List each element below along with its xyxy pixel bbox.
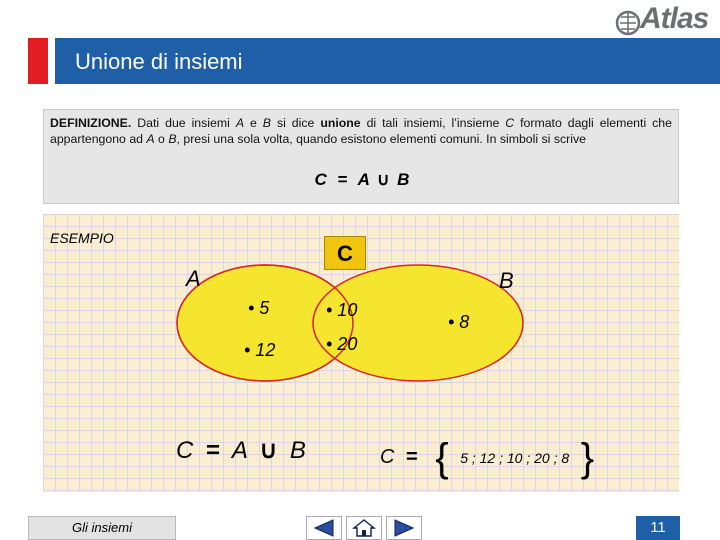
union-result bbox=[380, 436, 600, 481]
def-set-a: A bbox=[146, 132, 155, 146]
set-a-label: A bbox=[186, 266, 201, 291]
example-formula bbox=[176, 436, 306, 465]
formula-a: A bbox=[357, 170, 370, 189]
def-text-part: , presi una sola volta, quando esistono elementi comuni. In simboli si scrive bbox=[176, 132, 586, 146]
def-text-part: formato dagli elementi che appartengono ad bbox=[50, 116, 672, 146]
equals-sign: = bbox=[206, 437, 221, 464]
result-c: C bbox=[380, 446, 395, 468]
page-title: Unione di insiemi bbox=[75, 49, 243, 74]
def-text-part: di tali insiemi, l’insieme bbox=[360, 116, 506, 130]
venn-diagram bbox=[150, 250, 530, 400]
def-text-part: si dice bbox=[270, 116, 321, 130]
element-5: • 5 bbox=[248, 298, 270, 318]
def-set-a: A bbox=[235, 116, 245, 130]
definition-box bbox=[43, 109, 679, 204]
def-set-b: B bbox=[168, 132, 177, 146]
open-brace: { bbox=[435, 436, 449, 480]
page-number: 11 bbox=[636, 516, 680, 540]
home-button[interactable] bbox=[346, 516, 382, 540]
element-20: • 20 bbox=[326, 334, 358, 354]
element-10: • 10 bbox=[326, 300, 358, 320]
formula-b: B bbox=[289, 437, 306, 464]
equals-sign: = bbox=[406, 446, 418, 468]
def-text-part: o bbox=[154, 132, 169, 146]
next-button[interactable] bbox=[386, 516, 422, 540]
close-brace: } bbox=[580, 436, 595, 480]
formula-c: C bbox=[314, 170, 327, 189]
set-b-label: B bbox=[499, 268, 514, 293]
definition-label: DEFINIZIONE. bbox=[50, 116, 132, 130]
example-heading: ESEMPIO bbox=[50, 230, 114, 246]
prev-button[interactable] bbox=[306, 516, 342, 540]
def-text-part: Dati due insiemi bbox=[131, 116, 236, 130]
header-red-tab bbox=[28, 38, 48, 84]
def-set-c: C bbox=[505, 116, 515, 130]
formula-a: A bbox=[231, 437, 247, 464]
equals-sign: = bbox=[337, 170, 348, 189]
formula-c: C bbox=[176, 437, 194, 464]
section-tab[interactable]: Gli insiemi bbox=[28, 516, 176, 540]
element-12: • 12 bbox=[244, 340, 276, 360]
definition-formula bbox=[44, 170, 680, 190]
union-set-c-label: C bbox=[324, 236, 366, 270]
next-icon bbox=[391, 518, 417, 538]
union-symbol: ∪ bbox=[259, 437, 278, 464]
set-b-ellipse bbox=[313, 265, 523, 381]
def-text-part: e bbox=[244, 116, 263, 130]
result-elements: 5 ; 12 ; 10 ; 20 ; 8 bbox=[460, 450, 570, 466]
element-8: • 8 bbox=[448, 312, 470, 332]
definition-text bbox=[50, 115, 672, 147]
formula-b: B bbox=[397, 170, 410, 189]
title-bar bbox=[55, 38, 720, 84]
union-symbol: ∪ bbox=[376, 170, 390, 189]
def-keyword: unione bbox=[320, 116, 361, 130]
def-set-b: B bbox=[262, 116, 271, 130]
brand-wordmark: Atlas bbox=[640, 2, 709, 35]
home-icon bbox=[351, 518, 377, 538]
prev-icon bbox=[311, 518, 337, 538]
